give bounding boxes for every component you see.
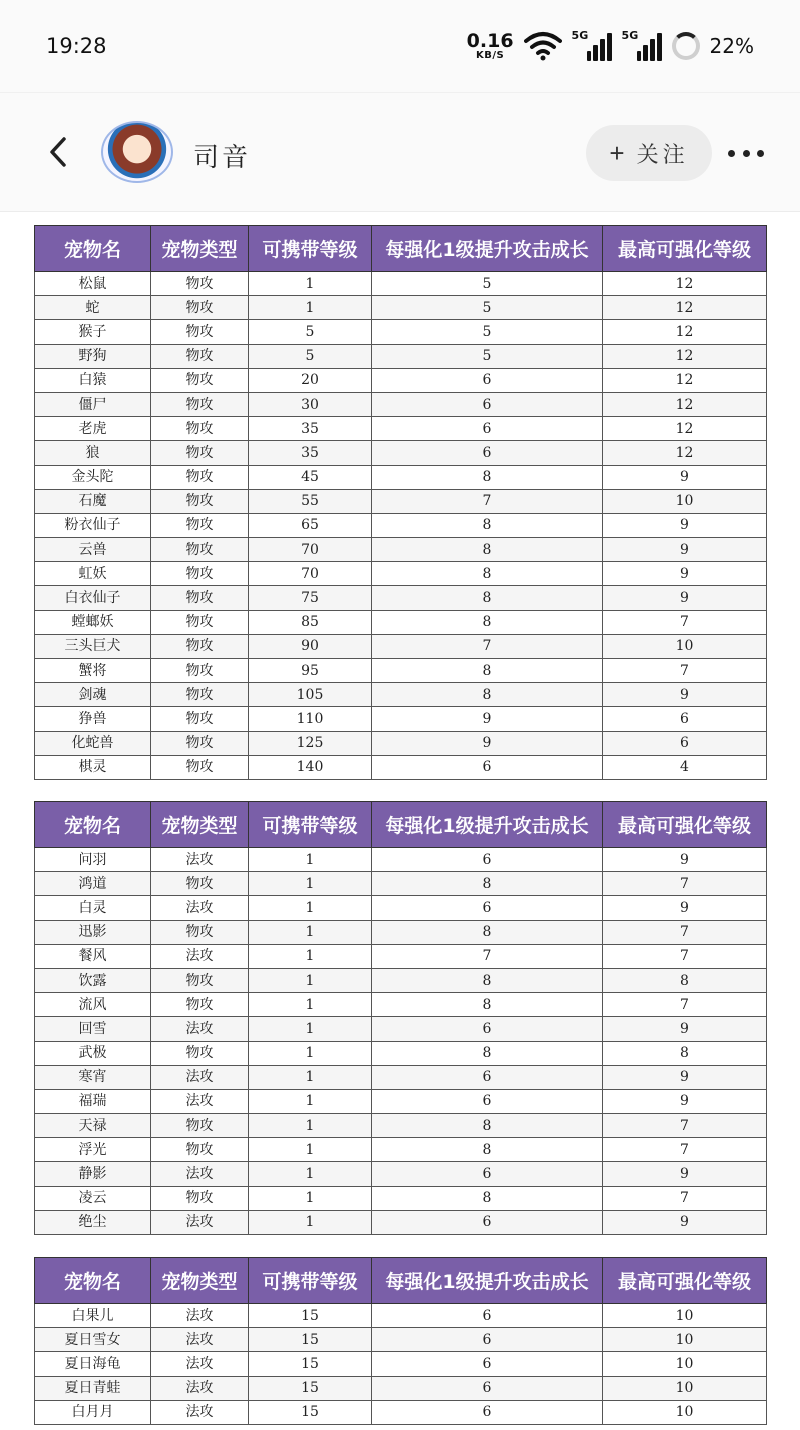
growth-per-level-cell: 8 xyxy=(372,465,603,489)
table-row xyxy=(35,513,767,537)
table-row xyxy=(35,920,767,944)
carry-level-cell: 15 xyxy=(249,1376,372,1400)
table-row xyxy=(35,272,767,296)
max-enhance-level-cell: 12 xyxy=(603,344,767,368)
pet-name-cell: 螳螂妖 xyxy=(35,610,151,634)
max-enhance-level-cell: 10 xyxy=(603,634,767,658)
pet-name-cell: 猴子 xyxy=(35,320,151,344)
pet-name-cell: 石魔 xyxy=(35,489,151,513)
carry-level-cell: 20 xyxy=(249,368,372,392)
pet-name-cell: 三头巨犬 xyxy=(35,634,151,658)
growth-per-level-cell: 8 xyxy=(372,538,603,562)
pet-type-cell: 物攻 xyxy=(151,683,249,707)
table-row xyxy=(35,683,767,707)
carry-level-cell: 15 xyxy=(249,1352,372,1376)
max-enhance-level-cell: 9 xyxy=(603,848,767,872)
growth-per-level-cell: 6 xyxy=(372,848,603,872)
pet-name-cell: 问羽 xyxy=(35,848,151,872)
column-header: 每强化1级提升攻击成长 xyxy=(372,1258,603,1304)
pet-type-cell: 法攻 xyxy=(151,1304,249,1328)
avatar[interactable] xyxy=(101,121,173,183)
back-arrow-icon[interactable] xyxy=(44,137,74,167)
carry-level-cell: 5 xyxy=(249,320,372,344)
cellular-label: 5G xyxy=(571,29,589,42)
pet-type-cell: 物攻 xyxy=(151,707,249,731)
max-enhance-level-cell: 9 xyxy=(603,1089,767,1113)
table-row xyxy=(35,441,767,465)
pet-type-cell: 物攻 xyxy=(151,1186,249,1210)
cellular-label: 5G xyxy=(621,29,639,42)
plus-icon: + xyxy=(609,138,629,168)
pet-type-cell: 法攻 xyxy=(151,896,249,920)
carry-level-cell: 70 xyxy=(249,538,372,562)
table-row xyxy=(35,1328,767,1352)
pet-type-cell: 物攻 xyxy=(151,1041,249,1065)
max-enhance-level-cell: 9 xyxy=(603,1065,767,1089)
pet-type-cell: 物攻 xyxy=(151,465,249,489)
growth-per-level-cell: 6 xyxy=(372,368,603,392)
pet-type-cell: 法攻 xyxy=(151,1328,249,1352)
table-header-row xyxy=(35,802,767,848)
pet-type-cell: 物攻 xyxy=(151,344,249,368)
max-enhance-level-cell: 7 xyxy=(603,920,767,944)
growth-per-level-cell: 8 xyxy=(372,968,603,992)
pet-type-cell: 物攻 xyxy=(151,296,249,320)
pet-name-cell: 武极 xyxy=(35,1041,151,1065)
table-row xyxy=(35,1114,767,1138)
table-row xyxy=(35,1352,767,1376)
table-row xyxy=(35,1304,767,1328)
carry-level-cell: 1 xyxy=(249,1089,372,1113)
pet-type-cell: 物攻 xyxy=(151,610,249,634)
table-row xyxy=(35,1138,767,1162)
growth-per-level-cell: 8 xyxy=(372,1138,603,1162)
pet-name-cell: 寒宵 xyxy=(35,1065,151,1089)
pet-type-cell: 物攻 xyxy=(151,1114,249,1138)
carry-level-cell: 45 xyxy=(249,465,372,489)
battery-level: 22% xyxy=(709,34,754,58)
pet-table-3 xyxy=(34,1257,767,1425)
growth-per-level-cell: 6 xyxy=(372,1017,603,1041)
pet-type-cell: 物攻 xyxy=(151,634,249,658)
table-row xyxy=(35,344,767,368)
column-header: 宠物类型 xyxy=(151,1258,249,1304)
growth-per-level-cell: 6 xyxy=(372,392,603,416)
max-enhance-level-cell: 7 xyxy=(603,610,767,634)
carry-level-cell: 35 xyxy=(249,417,372,441)
table-row xyxy=(35,848,767,872)
pet-name-cell: 绝尘 xyxy=(35,1210,151,1234)
column-header: 最高可强化等级 xyxy=(603,802,767,848)
pet-type-cell: 物攻 xyxy=(151,392,249,416)
growth-per-level-cell: 8 xyxy=(372,920,603,944)
pet-type-cell: 物攻 xyxy=(151,538,249,562)
max-enhance-level-cell: 4 xyxy=(603,755,767,779)
max-enhance-level-cell: 12 xyxy=(603,392,767,416)
pet-type-cell: 法攻 xyxy=(151,1065,249,1089)
carry-level-cell: 5 xyxy=(249,344,372,368)
growth-per-level-cell: 8 xyxy=(372,610,603,634)
column-header: 宠物名 xyxy=(35,802,151,848)
column-header: 宠物名 xyxy=(35,226,151,272)
growth-per-level-cell: 8 xyxy=(372,562,603,586)
table-row xyxy=(35,1186,767,1210)
growth-per-level-cell: 8 xyxy=(372,513,603,537)
table-row xyxy=(35,872,767,896)
column-header: 每强化1级提升攻击成长 xyxy=(372,226,603,272)
table-row xyxy=(35,465,767,489)
pet-type-cell: 法攻 xyxy=(151,1017,249,1041)
pet-type-cell: 法攻 xyxy=(151,1400,249,1424)
pet-name-cell: 棋灵 xyxy=(35,755,151,779)
pet-name-cell: 金头陀 xyxy=(35,465,151,489)
pet-name-cell: 白猿 xyxy=(35,368,151,392)
more-options-icon[interactable] xyxy=(728,141,764,165)
growth-per-level-cell: 6 xyxy=(372,896,603,920)
max-enhance-level-cell: 10 xyxy=(603,1376,767,1400)
carry-level-cell: 1 xyxy=(249,968,372,992)
growth-per-level-cell: 8 xyxy=(372,683,603,707)
max-enhance-level-cell: 10 xyxy=(603,1400,767,1424)
max-enhance-level-cell: 8 xyxy=(603,968,767,992)
column-header: 最高可强化等级 xyxy=(603,226,767,272)
pet-type-cell: 物攻 xyxy=(151,659,249,683)
cellular-signal-icon xyxy=(622,31,662,61)
pet-name-cell: 夏日青蛙 xyxy=(35,1376,151,1400)
pet-name-cell: 饮露 xyxy=(35,968,151,992)
pet-type-cell: 物攻 xyxy=(151,731,249,755)
carry-level-cell: 70 xyxy=(249,562,372,586)
carry-level-cell: 55 xyxy=(249,489,372,513)
column-header: 可携带等级 xyxy=(249,226,372,272)
carry-level-cell: 1 xyxy=(249,1065,372,1089)
table-row xyxy=(35,634,767,658)
table-row xyxy=(35,562,767,586)
growth-per-level-cell: 6 xyxy=(372,755,603,779)
table-row xyxy=(35,1376,767,1400)
carry-level-cell: 95 xyxy=(249,659,372,683)
pet-name-cell: 白衣仙子 xyxy=(35,586,151,610)
table-row xyxy=(35,320,767,344)
carry-level-cell: 85 xyxy=(249,610,372,634)
table-row xyxy=(35,368,767,392)
table-row xyxy=(35,896,767,920)
max-enhance-level-cell: 7 xyxy=(603,1186,767,1210)
table-row xyxy=(35,1017,767,1041)
growth-per-level-cell: 6 xyxy=(372,1065,603,1089)
growth-per-level-cell: 8 xyxy=(372,1114,603,1138)
pet-table-2 xyxy=(34,801,767,1235)
column-header: 可携带等级 xyxy=(249,802,372,848)
carry-level-cell: 1 xyxy=(249,993,372,1017)
pet-type-cell: 物攻 xyxy=(151,441,249,465)
status-icons xyxy=(467,28,754,64)
table-row xyxy=(35,610,767,634)
max-enhance-level-cell: 7 xyxy=(603,659,767,683)
carry-level-cell: 1 xyxy=(249,1210,372,1234)
pet-name-cell: 福瑞 xyxy=(35,1089,151,1113)
pet-type-cell: 物攻 xyxy=(151,993,249,1017)
pet-type-cell: 法攻 xyxy=(151,1376,249,1400)
pet-name-cell: 夏日海龟 xyxy=(35,1352,151,1376)
pet-type-cell: 物攻 xyxy=(151,489,249,513)
column-header: 宠物类型 xyxy=(151,226,249,272)
pet-type-cell: 法攻 xyxy=(151,1089,249,1113)
wifi-icon xyxy=(524,31,562,61)
pet-type-cell: 物攻 xyxy=(151,320,249,344)
carry-level-cell: 30 xyxy=(249,392,372,416)
table-row xyxy=(35,1400,767,1424)
pet-type-cell: 物攻 xyxy=(151,920,249,944)
pet-name-cell: 静影 xyxy=(35,1162,151,1186)
pet-name-cell: 凌云 xyxy=(35,1186,151,1210)
max-enhance-level-cell: 6 xyxy=(603,731,767,755)
max-enhance-level-cell: 9 xyxy=(603,1210,767,1234)
pet-type-cell: 物攻 xyxy=(151,513,249,537)
battery-icon xyxy=(672,32,700,60)
table-row xyxy=(35,417,767,441)
table-header-row xyxy=(35,1258,767,1304)
column-header: 宠物名 xyxy=(35,1258,151,1304)
pet-name-cell: 剑魂 xyxy=(35,683,151,707)
growth-per-level-cell: 5 xyxy=(372,296,603,320)
pet-type-cell: 法攻 xyxy=(151,944,249,968)
table-row xyxy=(35,993,767,1017)
pet-name-cell: 白月月 xyxy=(35,1400,151,1424)
growth-per-level-cell: 6 xyxy=(372,417,603,441)
growth-per-level-cell: 6 xyxy=(372,1376,603,1400)
carry-level-cell: 125 xyxy=(249,731,372,755)
max-enhance-level-cell: 7 xyxy=(603,1138,767,1162)
growth-per-level-cell: 5 xyxy=(372,272,603,296)
pet-name-cell: 云兽 xyxy=(35,538,151,562)
growth-per-level-cell: 9 xyxy=(372,731,603,755)
table-header-row xyxy=(35,226,767,272)
cellular-signal-icon xyxy=(572,31,612,61)
pet-name-cell: 餐风 xyxy=(35,944,151,968)
column-header: 最高可强化等级 xyxy=(603,1258,767,1304)
growth-per-level-cell: 7 xyxy=(372,489,603,513)
max-enhance-level-cell: 10 xyxy=(603,489,767,513)
growth-per-level-cell: 9 xyxy=(372,707,603,731)
max-enhance-level-cell: 12 xyxy=(603,417,767,441)
pet-name-cell: 野狗 xyxy=(35,344,151,368)
carry-level-cell: 15 xyxy=(249,1328,372,1352)
pet-type-cell: 物攻 xyxy=(151,872,249,896)
network-speed xyxy=(466,29,514,61)
table-row xyxy=(35,489,767,513)
max-enhance-level-cell: 9 xyxy=(603,513,767,537)
carry-level-cell: 1 xyxy=(249,296,372,320)
pet-name-cell: 流风 xyxy=(35,993,151,1017)
table-row xyxy=(35,1210,767,1234)
max-enhance-level-cell: 10 xyxy=(603,1352,767,1376)
pet-type-cell: 法攻 xyxy=(151,1352,249,1376)
table-row xyxy=(35,1089,767,1113)
max-enhance-level-cell: 9 xyxy=(603,896,767,920)
growth-per-level-cell: 8 xyxy=(372,586,603,610)
pet-type-cell: 法攻 xyxy=(151,848,249,872)
growth-per-level-cell: 6 xyxy=(372,1210,603,1234)
follow-label: 关注 xyxy=(636,141,689,167)
max-enhance-level-cell: 12 xyxy=(603,272,767,296)
max-enhance-level-cell: 12 xyxy=(603,320,767,344)
column-header: 可携带等级 xyxy=(249,1258,372,1304)
status-bar xyxy=(0,0,800,92)
pet-name-cell: 蟹将 xyxy=(35,659,151,683)
pet-name-cell: 浮光 xyxy=(35,1138,151,1162)
carry-level-cell: 35 xyxy=(249,441,372,465)
column-header: 宠物类型 xyxy=(151,802,249,848)
carry-level-cell: 15 xyxy=(249,1400,372,1424)
max-enhance-level-cell: 9 xyxy=(603,1017,767,1041)
carry-level-cell: 1 xyxy=(249,1186,372,1210)
max-enhance-level-cell: 9 xyxy=(603,538,767,562)
max-enhance-level-cell: 12 xyxy=(603,441,767,465)
pet-name-cell: 粉衣仙子 xyxy=(35,513,151,537)
carry-level-cell: 1 xyxy=(249,848,372,872)
max-enhance-level-cell: 7 xyxy=(603,872,767,896)
pet-name-cell: 蛇 xyxy=(35,296,151,320)
max-enhance-level-cell: 9 xyxy=(603,683,767,707)
growth-per-level-cell: 8 xyxy=(372,1041,603,1065)
profile-header xyxy=(0,92,800,212)
pet-name-cell: 松鼠 xyxy=(35,272,151,296)
growth-per-level-cell: 6 xyxy=(372,1328,603,1352)
max-enhance-level-cell: 9 xyxy=(603,562,767,586)
max-enhance-level-cell: 7 xyxy=(603,1114,767,1138)
pet-type-cell: 物攻 xyxy=(151,968,249,992)
carry-level-cell: 105 xyxy=(249,683,372,707)
table-row xyxy=(35,968,767,992)
growth-per-level-cell: 8 xyxy=(372,993,603,1017)
carry-level-cell: 140 xyxy=(249,755,372,779)
pet-name-cell: 老虎 xyxy=(35,417,151,441)
pet-name-cell: 僵尸 xyxy=(35,392,151,416)
pet-type-cell: 物攻 xyxy=(151,272,249,296)
growth-per-level-cell: 5 xyxy=(372,344,603,368)
growth-per-level-cell: 6 xyxy=(372,1352,603,1376)
pet-name-cell: 白果儿 xyxy=(35,1304,151,1328)
table-row xyxy=(35,944,767,968)
table-row xyxy=(35,1065,767,1089)
pet-name-cell: 虹妖 xyxy=(35,562,151,586)
pet-type-cell: 物攻 xyxy=(151,562,249,586)
pet-name-cell: 迅影 xyxy=(35,920,151,944)
carry-level-cell: 1 xyxy=(249,1017,372,1041)
pet-type-cell: 物攻 xyxy=(151,755,249,779)
pet-name-cell: 狰兽 xyxy=(35,707,151,731)
pet-name-cell: 鸿道 xyxy=(35,872,151,896)
table-row xyxy=(35,707,767,731)
max-enhance-level-cell: 7 xyxy=(603,993,767,1017)
pet-name-cell: 夏日雪女 xyxy=(35,1328,151,1352)
growth-per-level-cell: 6 xyxy=(372,1089,603,1113)
growth-per-level-cell: 8 xyxy=(372,872,603,896)
table-row xyxy=(35,659,767,683)
table-row xyxy=(35,586,767,610)
carry-level-cell: 1 xyxy=(249,1162,372,1186)
pet-type-cell: 法攻 xyxy=(151,1210,249,1234)
table-row xyxy=(35,296,767,320)
carry-level-cell: 110 xyxy=(249,707,372,731)
max-enhance-level-cell: 12 xyxy=(603,368,767,392)
table-row xyxy=(35,1041,767,1065)
pet-type-cell: 物攻 xyxy=(151,368,249,392)
pet-type-cell: 物攻 xyxy=(151,417,249,441)
column-header: 每强化1级提升攻击成长 xyxy=(372,802,603,848)
max-enhance-level-cell: 12 xyxy=(603,296,767,320)
pet-name-cell: 化蛇兽 xyxy=(35,731,151,755)
carry-level-cell: 1 xyxy=(249,872,372,896)
network-speed-value: 0.16 xyxy=(466,29,514,52)
pet-type-cell: 物攻 xyxy=(151,586,249,610)
max-enhance-level-cell: 8 xyxy=(603,1041,767,1065)
user-name[interactable]: 司音 xyxy=(193,143,252,173)
max-enhance-level-cell: 9 xyxy=(603,1162,767,1186)
pet-name-cell: 白灵 xyxy=(35,896,151,920)
growth-per-level-cell: 8 xyxy=(372,659,603,683)
pet-table-1 xyxy=(34,225,767,780)
growth-per-level-cell: 8 xyxy=(372,1186,603,1210)
carry-level-cell: 1 xyxy=(249,944,372,968)
carry-level-cell: 1 xyxy=(249,1114,372,1138)
carry-level-cell: 75 xyxy=(249,586,372,610)
max-enhance-level-cell: 9 xyxy=(603,465,767,489)
carry-level-cell: 1 xyxy=(249,896,372,920)
max-enhance-level-cell: 7 xyxy=(603,944,767,968)
growth-per-level-cell: 6 xyxy=(372,441,603,465)
carry-level-cell: 1 xyxy=(249,272,372,296)
table-row xyxy=(35,755,767,779)
carry-level-cell: 1 xyxy=(249,1041,372,1065)
carry-level-cell: 90 xyxy=(249,634,372,658)
table-row xyxy=(35,392,767,416)
growth-per-level-cell: 6 xyxy=(372,1162,603,1186)
growth-per-level-cell: 7 xyxy=(372,634,603,658)
table-row xyxy=(35,1162,767,1186)
growth-per-level-cell: 6 xyxy=(372,1400,603,1424)
table-row xyxy=(35,538,767,562)
pet-type-cell: 物攻 xyxy=(151,1138,249,1162)
growth-per-level-cell: 5 xyxy=(372,320,603,344)
pet-name-cell: 狼 xyxy=(35,441,151,465)
max-enhance-level-cell: 10 xyxy=(603,1304,767,1328)
clock: 19:28 xyxy=(46,34,107,58)
table-row xyxy=(35,731,767,755)
max-enhance-level-cell: 9 xyxy=(603,586,767,610)
carry-level-cell: 1 xyxy=(249,920,372,944)
growth-per-level-cell: 7 xyxy=(372,944,603,968)
follow-button[interactable] xyxy=(586,125,712,181)
pet-name-cell: 天禄 xyxy=(35,1114,151,1138)
carry-level-cell: 65 xyxy=(249,513,372,537)
carry-level-cell: 1 xyxy=(249,1138,372,1162)
growth-per-level-cell: 6 xyxy=(372,1304,603,1328)
network-speed-unit: KB/S xyxy=(475,49,505,61)
pet-name-cell: 回雪 xyxy=(35,1017,151,1041)
max-enhance-level-cell: 10 xyxy=(603,1328,767,1352)
carry-level-cell: 15 xyxy=(249,1304,372,1328)
pet-type-cell: 法攻 xyxy=(151,1162,249,1186)
max-enhance-level-cell: 6 xyxy=(603,707,767,731)
